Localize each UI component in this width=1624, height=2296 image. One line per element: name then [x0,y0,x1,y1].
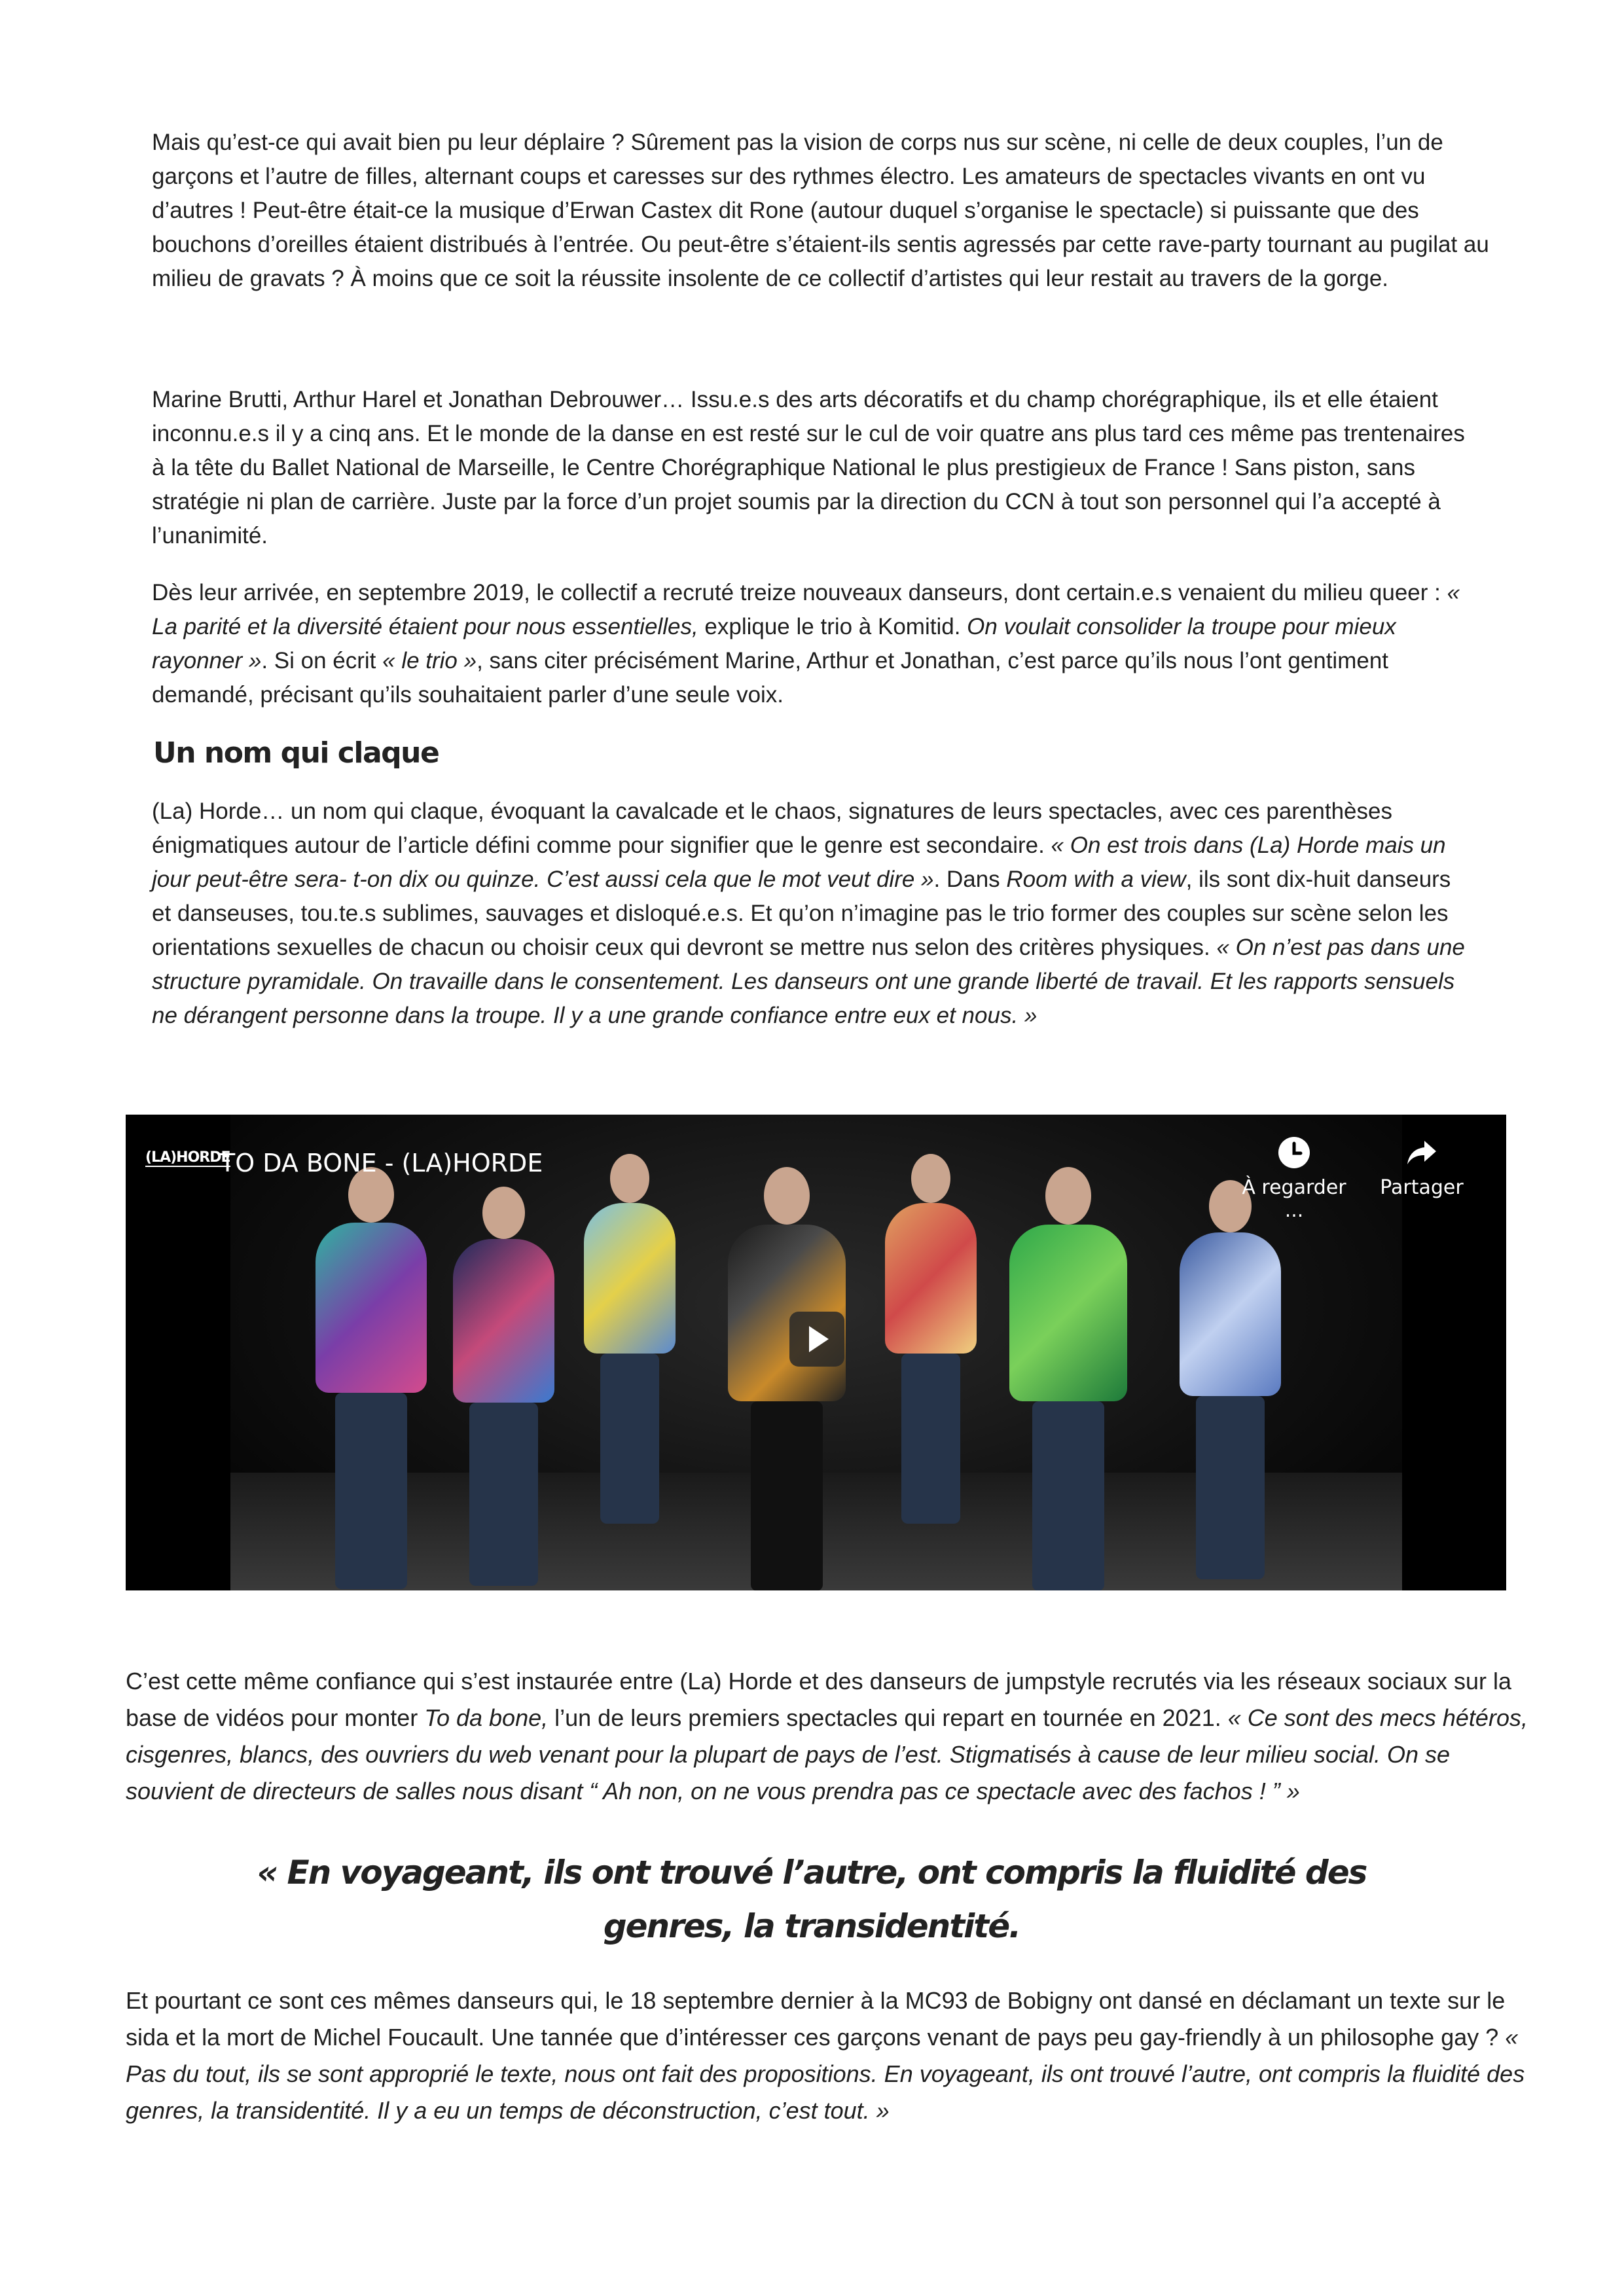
watch-later-label: À regarder ... [1242,1176,1346,1222]
quote-text: « Ce sont des mecs hétéros, cisgenres, blancs, des ouvriers du web venant pour la plupart de pays de l’est. Stigmatisés à cause de leur milieu social. On se souvient de directeurs de salles nous disant “ Ah non, on ne vous prendra pas ce spectacle avec des fachos ! ” » [126,1704,1528,1804]
channel-logo[interactable]: (LA)HORDE [145,1149,230,1166]
body-text: explique le trio à Komitid. [698,614,967,639]
body-text: , ils sont dix-huit danseurs et danseuses, tou.te.s sublimes, sauvages et disloqué.e.s. Et qu’on n’imagine pas le trio former des couples sur scène selon les orientations sexuelles de chacun ou choisir ceux qui devront se mettre nus selon des critères physiques. [152,867,1451,960]
body-text: Mais qu’est-ce qui avait bien pu leur déplaire ? Sûrement pas la vision de corps nus sur scène, ni celle de deux couples, l’un de garçons et l’autre de filles, alternant coups et caresses sur des rythmes électro. Les amateurs de spectacles vivants en ont vu d’autres ! Peut-être était-ce la musique d’Erwan Castex dit Rone (autour duquel s’organise le spectacle) si puissante que des bouchons d’oreilles étaient distribués à l’entrée. Ou peut-être s’étaient-ils sentis agressés par cette rave-party tournant au pugilat au milieu de gravats ? À moins que ce soit la réussite insolente de ce collectif d’artistes qui leur restait au travers de la gorge. [152,130,1489,291]
body-text: . Si on écrit [261,648,383,673]
pull-quote-line-2: genres, la transidentité. [603,1907,1020,1945]
clock-icon [1277,1136,1311,1170]
share-arrow-icon [1405,1136,1439,1170]
paragraph-intro [152,126,1500,296]
section-heading: Un nom qui claque [153,736,439,770]
pull-quote-line-1: « En voyageant, ils ont trouvé l’autre, ont compris la fluidité des [257,1854,1367,1892]
share-button[interactable] [1369,1128,1474,1206]
body-text: . Dans [933,867,1007,892]
quote-text: « On est trois dans (La) Horde mais un jour peut-être sera- t-on dix ou quinze. C’est aussi cela que le mot veut dire » [152,833,1446,892]
quote-text: Room with a view [1006,867,1186,892]
body-text: (La) Horde… un nom qui claque, évoquant la cavalcade et le chaos, signatures de leurs spectacles, avec ces parenthèses énigmatiques autour de l’article défini comme pour signifier que le genre est secondaire. [152,798,1392,858]
paragraph-founders [152,383,1474,553]
video-title[interactable]: TO DA BONE - (LA)HORDE [220,1149,543,1177]
body-text: l’un de leurs premiers spectacles qui repart en tournée en 2021. [548,1704,1228,1731]
pull-quote [223,1846,1401,1953]
body-text: Marine Brutti, Arthur Harel et Jonathan Debrouwer… Issu.e.s des arts décoratifs et du champ chorégraphique, ils et elle étaient inconnu.e.s il y a cinq ans. Et le monde de la danse en est resté sur le cul de voir quatre ans plus tard ces même pas trentenaires à la tête du Ballet National de Marseille, le Centre Chorégraphique National le plus prestigieux de France ! Sans piston, sans stratégie ni plan de carrière. Juste par la force d’un projet soumis par la direction du CCN à tout son personnel qui l’a accepté à l’unanimité. [152,387,1465,548]
paragraph-name [152,795,1474,1033]
watch-later-button[interactable] [1232,1128,1356,1222]
quote-text: « On n’est pas dans une structure pyramidale. On travaille dans le consentement. Les danseurs ont une grande liberté de travail. Et les rapports sensuels ne dérangent personne dans la troupe. Il y a une grande confiance entre eux et nous. » [152,935,1465,1028]
quote-text: « Pas du tout, ils se sont approprié le texte, nous ont fait des propositions. En voyageant, ils ont trouvé l’autre, ont compris la fluidité des genres, la transidentité. Il y a eu un temps de déconstruction, c’est tout. » [126,2024,1525,2124]
quote-text: To da bone, [424,1704,549,1731]
body-text: C’est cette même confiance qui s’est instaurée entre (La) Horde et des danseurs de jumpstyle recrutés via les réseaux sociaux sur la base de vidéos pour monter [126,1668,1512,1731]
body-text: Et pourtant ce sont ces mêmes danseurs qui, le 18 septembre dernier à la MC93 de Bobigny ont dansé en déclamant un texte sur le sida et la mort de Michel Foucault. Une tannée que d’intéresser ces garçons venant de pays peu gay-friendly à un philosophe gay ? [126,1987,1506,2051]
play-icon[interactable] [789,1312,844,1367]
video-player[interactable] [126,1115,1506,1590]
paragraph-jumpstyle [126,1663,1533,1810]
paragraph-recruitment [152,576,1474,712]
quote-text: On voulait consolider la troupe pour mieux rayonner » [152,614,1396,673]
quote-text: « La parité et la diversité étaient pour nous essentielles, [152,580,1460,639]
share-label: Partager [1380,1176,1464,1199]
quote-text: « le trio » [382,648,477,673]
paragraph-foucault [126,1982,1533,2129]
body-text: , sans citer précisément Marine, Arthur et Jonathan, c’est parce qu’ils nous l’ont gentiment demandé, précisant qu’ils souhaitaient parler d’une seule voix. [152,648,1389,708]
body-text: Dès leur arrivée, en septembre 2019, le collectif a recruté treize nouveaux danseurs, dont certain.e.s venaient du milieu queer : [152,580,1447,605]
